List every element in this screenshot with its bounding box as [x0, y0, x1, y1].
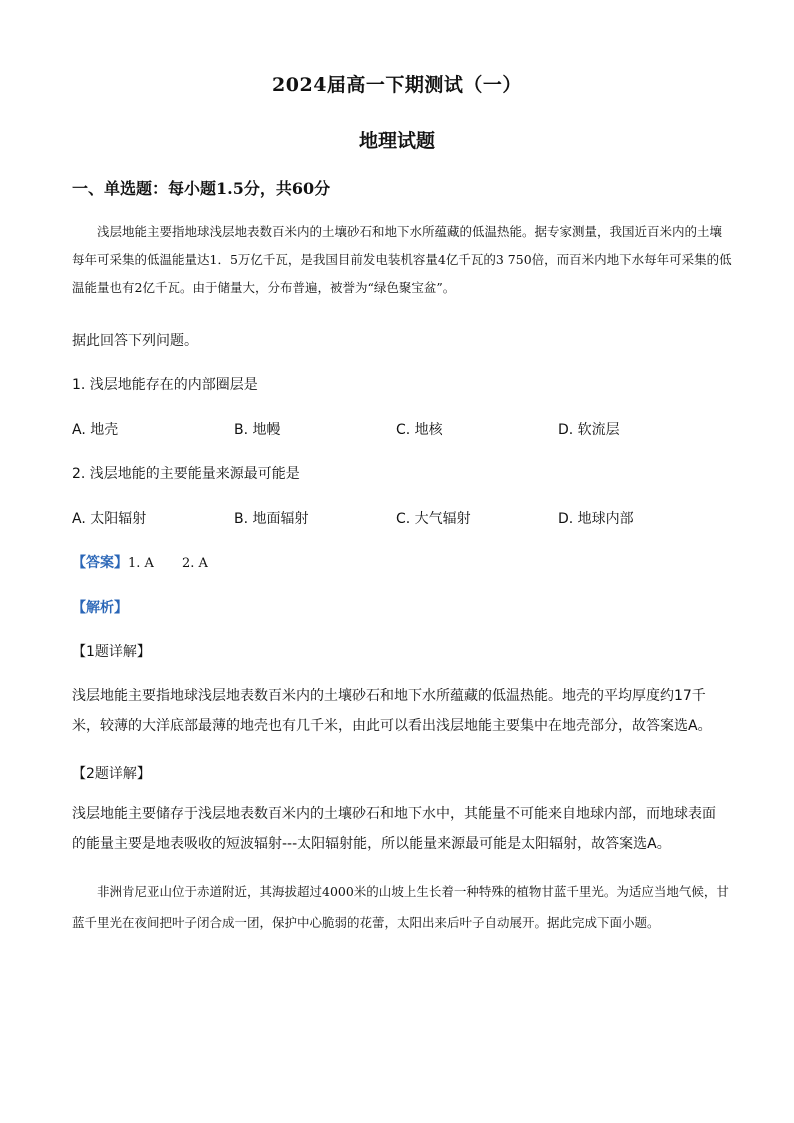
question-2-options	[72, 508, 732, 528]
analysis-row	[72, 597, 128, 617]
question-2-option-d[interactable]: D. 地球内部	[558, 511, 634, 527]
section-heading: 一、单选题：每小题1.5分，共60分	[72, 179, 331, 198]
instruction-text: 据此回答下列问题。	[72, 333, 198, 349]
question-1-options	[72, 419, 732, 439]
detail-2-text: 浅层地能主要储存于浅层地表数百米内的土壤砂石和地下水中，其能量不可能来自地球内部，而地球表面的能量主要是地表吸收的短波辐射---太阳辐射能，所以能量来源最可能是太阳辐射，故答案选A。	[72, 806, 716, 852]
detail-1-heading: 【1题详解】	[72, 644, 151, 660]
detail-1-body	[72, 681, 724, 741]
answer-label: 【答案】	[72, 555, 128, 571]
detail-2-body	[72, 799, 724, 859]
detail-1-text: 浅层地能主要指地球浅层地表数百米内的土壤砂石和地下水所蕴藏的低温热能。地壳的平均厚度约17千米，较薄的大洋底部最薄的地壳也有几千米，由此可以看出浅层地能主要集中在地壳部分，故答案选A。	[72, 688, 712, 734]
question-1-option-d[interactable]: D. 软流层	[558, 422, 620, 438]
analysis-label: 【解析】	[72, 600, 128, 616]
question-1-option-a[interactable]: A. 地壳	[72, 422, 119, 438]
answer-value-2: 2. A	[181, 556, 208, 571]
answer-value-1: 1. A	[128, 556, 154, 571]
question-1-option-b[interactable]: B. 地幔	[234, 422, 281, 438]
passage-2-text: 非洲肯尼亚山位于赤道附近，其海拔超过4000米的山坡上生长着一种特殊的植物甘蓝千里光。为适应当地气候，甘蓝千里光在夜间把叶子闭合成一团，保护中心脆弱的花蕾，太阳出来后叶子自动展开。据此完成下面小题。	[72, 884, 729, 930]
question-2-option-a[interactable]: A. 太阳辐射	[72, 511, 147, 527]
question-2-option-b[interactable]: B. 地面辐射	[234, 511, 309, 527]
question-1-option-c[interactable]: C. 地核	[396, 422, 443, 438]
answer-row	[72, 552, 208, 572]
exam-subject: 地理试题	[358, 130, 435, 152]
reading-passage-2	[72, 876, 732, 938]
exam-title: 2024届高一下期测试（一）	[272, 74, 522, 96]
question-2-option-c[interactable]: C. 大气辐射	[396, 511, 471, 527]
question-2-stem: 2. 浅层地能的主要能量来源最可能是	[72, 466, 300, 482]
detail-2-heading: 【2题详解】	[72, 766, 151, 782]
reading-passage-1	[72, 218, 732, 302]
passage-1-text: 浅层地能主要指地球浅层地表数百米内的土壤砂石和地下水所蕴藏的低温热能。据专家测量，我国近百米内的土壤每年可采集的低温能量达1．5万亿千瓦，是我国目前发电装机容量4亿千瓦的3 750倍，而百米内地下水每年可采集的低温能量也有2亿千瓦。由于储量大，分布普遍，被誉为“绿色聚宝盆”。	[72, 224, 732, 295]
question-1-stem: 1. 浅层地能存在的内部圈层是	[72, 377, 258, 393]
